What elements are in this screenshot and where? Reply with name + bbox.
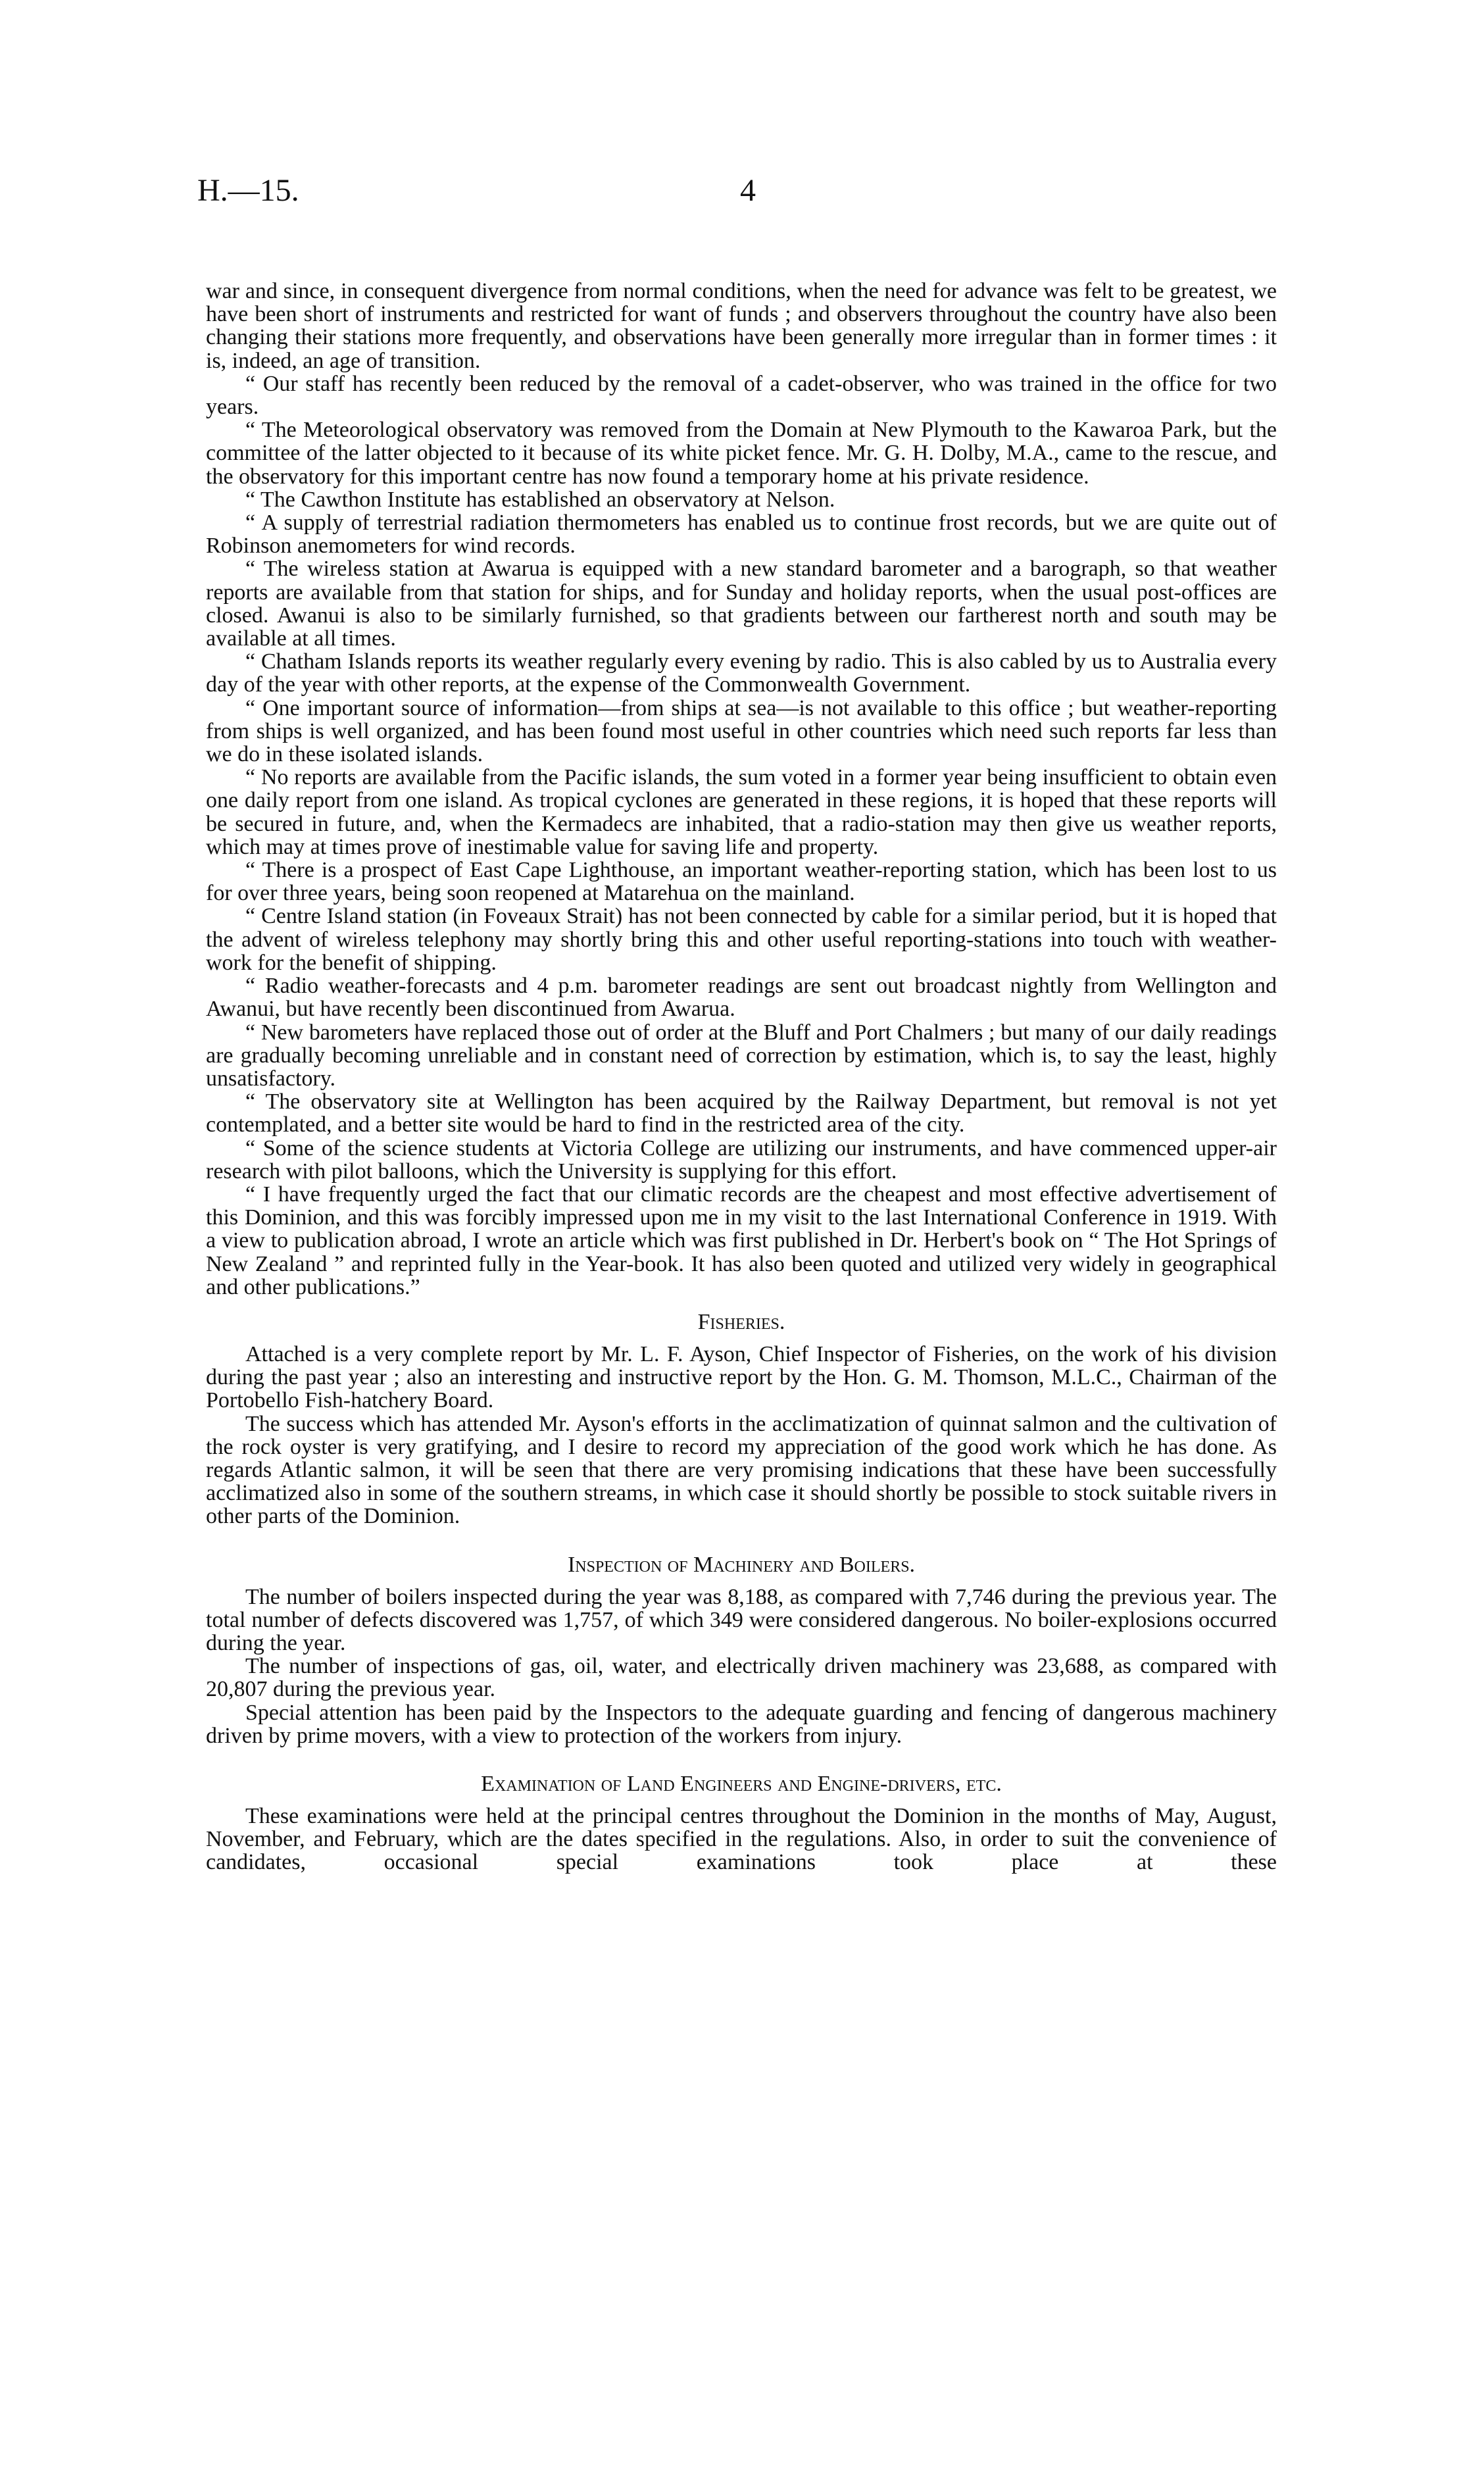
section-heading-machinery: Inspection of Machinery and Boilers.	[567, 1552, 916, 1577]
paragraph: “ Radio weather-forecasts and 4 p.m. barometer readings are sent out broadcast nightly from Wellington and Awanui, but have recently been discontinued from Awarua.	[206, 974, 1277, 1022]
paragraph: “ Some of the science students at Victoria College are utilizing our instruments, and have commenced upper-air research with pilot balloons, which the University is supplying for this effort.	[206, 1136, 1277, 1184]
paragraph: “ No reports are available from the Pacific islands, the sum voted in a former year being insufficient to obtain even one daily report from one island. As tropical cyclones are generated in these regions, it is hoped that these reports will be secured in future, and, when the Kermadecs are inhabited, that a radio-station may then give us weather reports, which may at times prove of inestimable value for saving life and property.	[206, 765, 1277, 859]
document-reference: H.—15.	[197, 173, 299, 208]
paragraph: “ The observatory site at Wellington has been acquired by the Railway Department, but removal is not yet contemplated, and a better site would be hard to find in the restricted area of the city.	[206, 1089, 1277, 1137]
paragraph: “ I have frequently urged the fact that our climatic records are the cheapest and most effective advertisement of this Dominion, and this was forcibly impressed upon me in my visit to the last International Conference in 1919. With a view to publication abroad, I wrote an article which was first published in Dr. Herbert's book on “ The Hot Springs of New Zealand ” and reprinted fully in the Year-book. It has also been quoted and utilized very widely in geographical and other publications.”	[206, 1182, 1277, 1299]
paragraph: “ A supply of terrestrial radiation thermometers has enabled us to continue frost records, but we are quite out of Robinson anemometers for wind records.	[206, 511, 1277, 559]
paragraph: “ Centre Island station (in Foveaux Strait) has not been connected by cable for a similar period, but it is hoped that the advent of wireless telephony may shortly bring this and other useful reporting-stations into touch with weather-work for the benefit of shipping.	[206, 904, 1277, 975]
paragraph: “ The Meteorological observatory was removed from the Domain at New Plymouth to the Kawaroa Park, but the committee of the latter objected to it because of its white picket fence. Mr. G. H. Dolby, M.A., came to the rescue, and the observatory for this important centre has now found a temporary home at his private residence.	[206, 418, 1277, 489]
page-number: 4	[740, 173, 756, 208]
paragraph: “ Our staff has recently been reduced by the removal of a cadet-observer, who was trained in the office for two years.	[206, 371, 1277, 420]
paragraph: “ One important source of information—from ships at sea—is not available to this office ; but weather-reporting from ships is well organized, and has been found most useful in other countries which need such reports far less than we do in these isolated islands.	[206, 695, 1277, 767]
section-heading-fisheries: Fisheries.	[697, 1309, 785, 1334]
page-body	[206, 280, 1277, 1874]
section-heading-examination: Examination of Land Engineers and Engine-drivers, etc.	[481, 1771, 1002, 1796]
paragraph: “ The Cawthon Institute has established an observatory at Nelson.	[245, 487, 835, 512]
paragraph: Attached is a very complete report by Mr. L. F. Ayson, Chief Inspector of Fisheries, on the work of his division during the past year ; also an interesting and instructive report by the Hon. G. M. Thomson, M.L.C., Chairman of the Portobello Fish-hatchery Board.	[206, 1341, 1277, 1413]
paragraph: The number of inspections of gas, oil, water, and electrically driven machinery was 23,688, as compared with 20,807 during the previous year.	[206, 1654, 1277, 1702]
paragraph: “ Chatham Islands reports its weather regularly every evening by radio. This is also cabled by us to Australia every day of the year with other reports, at the expense of the Commonwealth Government.	[206, 649, 1277, 697]
paragraph: The number of boilers inspected during the year was 8,188, as compared with 7,746 during the previous year. The total number of defects discovered was 1,757, of which 349 were considered dangerous. No boiler-explosions occurred during the year.	[206, 1584, 1277, 1655]
paragraph: The success which has attended Mr. Ayson's efforts in the acclimatization of quinnat salmon and the cultivation of the rock oyster is very gratifying, and I desire to record my appreciation of the good work which he has done. As regards Atlantic salmon, it will be seen that there are very promising indications that these have been successfully acclimatized also in some of the southern streams, in which case it should shortly be possible to stock suitable rivers in other parts of the Dominion.	[206, 1411, 1277, 1529]
paragraph: “ New barometers have replaced those out of order at the Bluff and Port Chalmers ; but many of our daily readings are gradually becoming unreliable and in constant need of correction by estimation, which is, to say the least, highly unsatisfactory.	[206, 1020, 1277, 1091]
paragraph: These examinations were held at the principal centres throughout the Dominion in the months of May, August, November, and February, which are the dates specified in the regulations. Also, in order to suit the convenience of candidates, occasional special examinations took place at these	[206, 1803, 1277, 1875]
paragraph: “ There is a prospect of East Cape Lighthouse, an important weather-reporting station, which has been lost to us for over three years, being soon reopened at Matarehua on the mainland.	[206, 858, 1277, 906]
paragraph: “ The wireless station at Awarua is equipped with a new standard barometer and a barograph, so that weather reports are available from that station for ships, and for Sunday and holiday reports, when the usual post-offices are closed. Awanui is also to be similarly furnished, so that gradients between our fartherest north and south may be available at all times.	[206, 557, 1277, 651]
paragraph: Special attention has been paid by the Inspectors to the adequate guarding and fencing of dangerous machinery driven by prime movers, with a view to protection of the workers from injury.	[206, 1700, 1277, 1748]
paragraph: war and since, in consequent divergence from normal conditions, when the need for advance was felt to be greatest, we have been short of instruments and restricted for want of funds ; and observers throughout the country have also been changing their stations more frequently, and observations have been generally more irregular than in former times : it is, indeed, an age of transition.	[206, 279, 1277, 373]
